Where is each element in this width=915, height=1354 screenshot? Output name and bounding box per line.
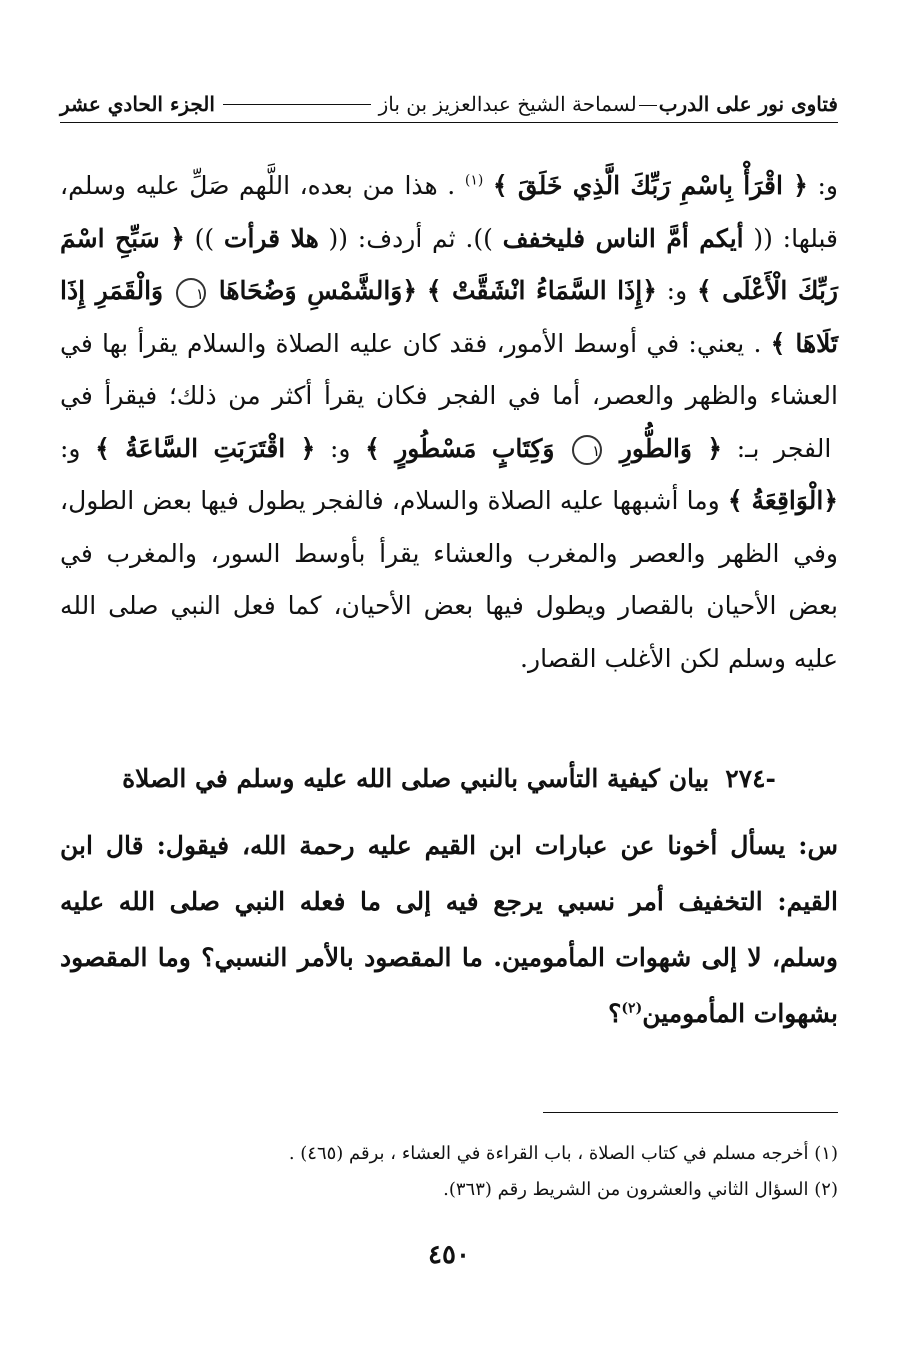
footnote-ref-1: (١) <box>464 172 484 189</box>
footnote-2: (٢) السؤال الثاني والعشرون من الشريط رقم (٣٦٣). <box>443 1179 838 1200</box>
hadith-quote: هلا قرأت <box>223 223 319 253</box>
question-end: ؟ <box>608 999 622 1028</box>
text-run: . هذا من بعده، اللَّهم صَلِّ عليه وسلم، قبلها: (( <box>60 171 839 253</box>
quran-verse: ﴿ سَبِّحِ اسْمَ رَبِّكَ الْأَعْلَى ﴾ <box>60 223 839 305</box>
quran-verse: ﴿وَالشَّمْسِ وَضُحَاهَا <box>218 276 418 305</box>
body-text <box>60 160 838 685</box>
question-block <box>60 818 838 1042</box>
quran-verse: ﴿إِذَا السَّمَاءُ انْشَقَّتْ ﴾ <box>426 276 657 305</box>
book-page <box>60 0 838 1354</box>
quran-verse: وَالْقَمَرِ إِذَا تَلَاهَا ﴾ <box>60 276 838 358</box>
question-label: س: <box>798 831 838 860</box>
hadith-quote: أيكم أمَّ الناس فليخفف <box>502 223 744 253</box>
header-author: لسماحة الشيخ عبدالعزيز بن باز <box>378 92 637 116</box>
header-dash <box>639 105 657 106</box>
text-run: و: <box>656 276 688 305</box>
footnote-rule <box>543 1112 838 1113</box>
quran-verse: ﴿الْوَاقِعَةُ ﴾ <box>727 486 839 515</box>
footnotes <box>60 1136 838 1208</box>
section-heading <box>60 750 838 806</box>
quran-verse: ﴿ وَالطُّورِ <box>619 433 723 463</box>
running-header <box>60 86 838 123</box>
quran-verse: ﴿ اقْتَرَبَتِ السَّاعَةُ ﴾ <box>95 433 316 463</box>
text-run: )). ثم أردف: (( <box>318 223 493 253</box>
footnote-ref-2: (٢) <box>621 1000 643 1017</box>
text-run: وما أشبهها عليه الصلاة والسلام، فالفجر يطول فيها بعض الطول، وفي الظهر والعصر والمغرب والعشاء يقرأ بأوسط السور، والمغرب في بعض الأحيان بالقصار ويطول فيها بعض الأحيان، كما فعل النبي صلى الله عليه وسلم لكن الأغلب القصار. <box>60 486 838 673</box>
verse-number-badge: ١ <box>572 435 602 465</box>
header-volume: الجزء الحادي عشر <box>60 92 215 116</box>
text-run: و: <box>60 433 81 463</box>
text-run: و: <box>807 171 838 200</box>
question-paragraph <box>60 818 838 1042</box>
verse-number-badge: ١ <box>176 278 206 308</box>
section-title: بيان كيفية التأسي بالنبي صلى الله عليه وسلم في الصلاة <box>122 763 710 793</box>
question-text: يسأل أخونا عن عبارات ابن القيم عليه رحمة الله، فيقول: قال ابن القيم: التخفيف أمر نسبي يرجع فيه إلى ما فعله النبي صلى الله عليه وسلم، لا إلى شهوات المأمومين. ما المقصود بالأمر النسبي؟ وما المقصود بشهوات المأمومين <box>60 831 838 1028</box>
section-number: -٢٧٤ <box>725 763 776 793</box>
text-run: . يعني: في أوسط الأمور، فقد كان عليه الصلاة والسلام يقرأ بها في العشاء والظهر والعصر، أما في الفجر فكان يقرأ أكثر من ذلك؛ فيقرأ في الفجر بـ: <box>60 328 838 463</box>
page-number: ٤٥٠ <box>428 1240 470 1270</box>
body-paragraph <box>60 160 838 685</box>
header-book-author <box>379 92 838 116</box>
quran-verse: وَكِتَابٍ مَسْطُورٍ ﴾ <box>365 433 555 463</box>
header-book-title: فتاوى نور على الدرب <box>658 92 838 116</box>
quran-verse: ﴿ اقْرَأْ بِاسْمِ رَبِّكَ الَّذِي خَلَقَ ﴾ <box>492 171 808 200</box>
text-run: )) <box>184 223 215 253</box>
footnote-1: (١) أخرجه مسلم في كتاب الصلاة ، باب القراءة في العشاء ، برقم (٤٦٥) . <box>288 1143 838 1164</box>
header-rule <box>223 104 371 105</box>
text-run: و: <box>315 433 351 463</box>
